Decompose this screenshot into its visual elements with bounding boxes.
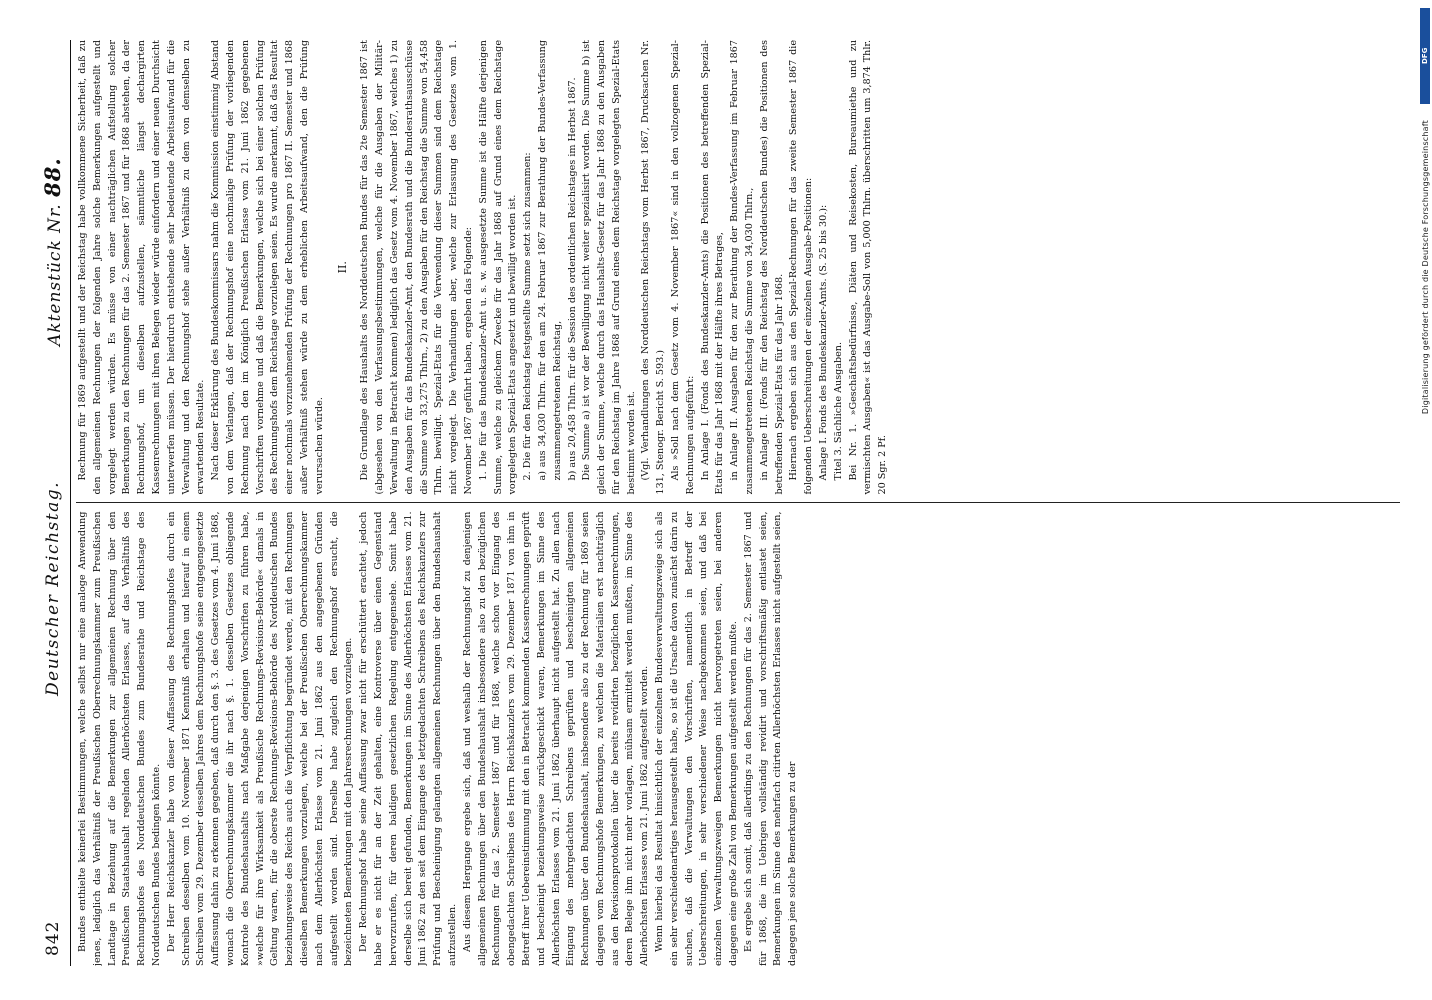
- right-column: [76, 40, 1400, 503]
- paragraph: Titel 3. Sächliche Ausgaben.: [832, 341, 844, 481]
- paragraph: Nach dieser Erklärung des Bundeskommissars nahm die Kommission einstimmig Abstand von dem Verlangen, daß der Rechnungshof eine nochmalige Prüfung der vorliegenden Rechnung nach den im Königlich Preußischen Erlasse vom 21. Juni 1862 gegebenen Vorschriften vornehme und daß die Bemerkungen, welche sich bei einer solchen Prüfung des Rechnungshofs dem Reichstage vorzulegen seien. Es wurde anerkannt, daß das Resultat einer nochmals vorzunehmenden Prüfung der Rechnungen pro 1867 II. Semester und 1868 außer Verhältniß stehen würde zu dem erheblichen Arbeitsaufwand, den die Prüfung verursachen würde.: [210, 40, 325, 495]
- paragraph: Als »Soll nach dem Gesetz vom 4. November 1867« sind in den vollzogenen Spezial-Rechnungen aufgeführt:: [670, 40, 696, 495]
- paragraph: Die Summe a) ist vor der Bewilligung nicht weiter spezialisirt worden. Die Summe b) ist gleich der Summe, welche durch das Haushalts-Gesetz für das Jahr 1868 zu den Ausgaben für den Reichstag im Jahre 1868 auf Grund eines dem Reichstage vorgelegten Spezial-Etats bestimmt worden ist.: [581, 40, 637, 495]
- paragraph: Der Herr Reichskanzler habe von dieser Auffassung des Rechnungshofes durch ein Schreiben desselben vom 10. November 1871 Kenntniß erhalten und hierauf in einem Schreiben vom 29. Dezember desselben Jahres dem Rechnungshofe seine entgegengesetzte Auffassung dahin zu erkennen gegeben, daß durch den §. 3. des Gesetzes vom 4. Juni 1868, wonach die Oberrechnungskammer die ihr nach §. 1. desselben Gesetzes obliegende Kontrole des Bundeshaushalts nach Maßgabe derjenigen Vorschriften zu führen habe, »welche für ihre Wirksamkeit als Preußische Rechnungs-Revisions-Behörde« damals in Geltung waren, für die oberste Rechnungs-Revisions-Behörde des Norddeutschen Bundes beziehungsweise des Reichs auch die Verpflichtung begründet werde, mit den Rechnungen dieselben Bemerkungen vorzulegen, welche bei der Preußischen Oberrechnungskammer nach dem Allerhöchsten Erlasse vom 21. Juni 1862 aus den angegebenen Gründen aufgestellt worden sind. Derselbe habe zugleich den Rechnungshof ersucht, die bezeichneten Bemerkungen mit den Jahresrechnungen vorzulegen.: [165, 511, 355, 966]
- paragraph: Es ergebe sich somit, daß allerdings zu den Rechnungen für das 2. Semester 1867 und für 1868, die im Uebrigen vollständig revidirt und vorschriftsmäßig entlastet seien, Bemerkungen im Sinne des mehrfach citirten Allerhöchsten Erlasses nicht aufgestellt seien, dagegen jene solche Bemerkungen zu der: [742, 511, 799, 966]
- paragraph: Anlage I. Fonds des Bundeskanzler-Amts. (S. 25 bis 30.):: [818, 204, 830, 481]
- scanned-page: [20, 20, 1400, 980]
- document-reference: [36, 157, 72, 346]
- paragraph: Wenn hierbei das Resultat hinsichtlich der einzelnen Bundesverwaltungszweige sich als ein sehr verschiedenartiges herausgestellt habe, so ist die Ursache davon zunächst darin zu suchen, daß die Verwaltungen den Vorschriften, namentlich in Betreff der Ueberschreitungen, in sehr verschiedener Weise nachgekommen seien, und daß bei einzelnen Verwaltungszweigen Bemerkungen nicht hervorgetreten seien, bei anderen dagegen eine große Zahl von Bemerkungen aufgestellt werden mußte.: [654, 511, 740, 966]
- publication-title: Deutscher Reichstag.: [43, 481, 63, 696]
- paragraph: Rechnung für 1869 aufgestellt und der Reichstag habe vollkommene Sicherheit, daß zu den allgemeinen Rechnungen der folgenden Jahre solche Bemerkungen aufgestellt und vorgelegt werden würden. Es müsse von einer nachträglichen Aufstellung solcher Bemerkungen zu den Rechnungen für das 2. Semester 1867 und für 1868 abstehen, da der Rechnungshof, um dieselben aufzustellen, sämmtliche längst dechargirten Kassenrechnungen mit ihren Belegen wieder würde einfordern und einer neuen Durchsicht unterwerfen müssen. Der hierdurch entstehende sehr bedeutende Arbeitsaufwand für die Verwaltung und den Rechnungshof stehe außer Verhältniß zu dem von demselben zu erwartenden Resultate.: [77, 40, 207, 495]
- paragraph: 2. Die für den Reichstag festgestellte Summe setzt sich zusammen:: [522, 152, 534, 481]
- paragraph: 1. Die für das Bundeskanzler-Amt u. s. w. ausgesetzte Summe ist die Hälfte derjenigen Summe, welche zu gleichem Zwecke für das Jahr 1868 auf Grund eines dem Reichstage vorgelegten Spezial-Etats angesetzt und bewilligt worden ist.: [477, 40, 519, 495]
- paragraph: b) aus 20,458 Thlrn. für die Session des ordentlichen Reichstages im Herbst 1867.: [566, 77, 578, 481]
- paragraph: Bundes enthielte keinerlei Bestimmungen, welche selbst nur eine analoge Anwendung jenes, lediglich das Verhältniß der Preußischen Oberrechnungskammer zum Preußischen Landtage in Beziehung auf die Bemerkungen zur allgemeinen Rechnung über den Preußischen Staatshaushalt regelnden Allerhöchsten Erlasses, auf das Verhältniß des Rechnungshofes des Norddeutschen Bundes zum Bundesrathe und Reichstage des Norddeutschen Bundes bedingen könnte.: [77, 511, 162, 966]
- page-header: [36, 40, 71, 966]
- dfg-logo: DFG: [1420, 8, 1430, 104]
- paragraph: Der Rechnungshof habe seine Auffassung zwar nicht für erschüttert erachtet, jedoch habe er es nicht für an der Zeit gehalten, eine Kontroverse über einen Gegenstand hervorzurufen, für deren baldigen gesetzlichen Regelung entgegensehe. Somit habe derselbe sich bereit gefunden, Bemerkungen im Sinne des Allerhöchsten Erlasses vom 21. Juni 1862 zu den seit dem Eingange des letztgedachten Schreibens des Reichskanzlers zur Prüfung und Bescheinigung gelangten allgemeinen Rechnungen über den Bundeshaushalt aufzustellen.: [358, 511, 458, 966]
- paragraph: (Vgl. Verhandlungen des Norddeutschen Reichstags vom Herbst 1867, Drucksachen Nr. 131, Stenogr. Bericht S. 593.): [640, 40, 667, 495]
- paragraph: in Anlage III. (Fonds für den Reichstag des Norddeutschen Bundes) die Positionen des betreffenden Spezial-Etats für das Jahr 1868.: [758, 40, 785, 495]
- digitization-credit: Digitalisierung gefördert durch die Deutsche Forschungsgemeinschaft: [1421, 120, 1430, 415]
- text-columns: [76, 40, 1400, 966]
- paragraph: a) aus 34,030 Thlrn. für den am 24. Februar 1867 zur Berathung der Bundes-Verfassung zusammengetretenen Reichstag,: [536, 40, 563, 481]
- paragraph: II.: [335, 261, 349, 274]
- paragraph: in Anlage II. Ausgaben für den zur Berathung der Bundes-Verfassung im Februar 1867 zusammengetretenen Reichstag die Summe von 34,030 Thlrn.,: [729, 40, 756, 495]
- paragraph: Aus diesem Hergange ergebe sich, daß und weshalb der Rechnungshof zu denjenigen allgemeinen Rechnungen über den Bundeshaushalt insbesondere also zu den bezüglichen Rechnungen für das 2. Semester 1867 und für 1868, welche schon vor Eingang des obengedachten Schreibens des Herrn Reichskanzlers vom 29. Dezember 1871 von ihm in Betreff ihrer Uebereinstimmung mit den in Betracht kommenden Kassenrechnungen geprüft und bescheinigt beziehungsweise zurückgeschickt waren, Bemerkungen im Sinne des Allerhöchsten Erlasses vom 21. Juni 1862 überhaupt nicht aufgestellt hat. Zu allen nach Eingang des mehrgedachten Schreibens geprüften und bescheinigten allgemeinen Rechnungen über den Bundeshaushalt, insbesondere also zu der Rechnung für 1869 seien dagegen vom Rechnungshofe Bemerkungen, zu welchen die Materialien erst nachträglich aus den Revisionsprotokollen über die bereits revidirten bezüglichen Kassenrechnungen, deren Belege ihm nicht mehr vorlagen, mühsam ermittelt werden mußten, im Sinne des Allerhöchsten Erlasses vom 21. Juni 1862 aufgestellt worden.: [461, 511, 651, 966]
- document-reference-label: Aktenstück Nr.: [45, 203, 65, 346]
- left-column: [76, 503, 1400, 967]
- paragraph: In Anlage I. (Fonds des Bundeskanzler-Amts) die Positionen des betreffenden Spezial-Etats für das Jahr 1868 mit der Hälfte ihres Betrages,: [699, 40, 726, 495]
- paragraph: Bei Nr. 1. »Geschäftsbedürfnisse, Diäten und Reisekosten, Bureaumiethe und zu vermischten Ausgaben« ist das Ausgabe-Soll von 5,000 Thlrn. überschritten um 3,874 Thlr. 20 Sgr. 2 Pf.: [847, 40, 889, 495]
- page-number: 842: [43, 920, 63, 956]
- paragraph: Die Grundlage des Haushalts des Norddeutschen Bundes für das 2te Semester 1867 ist (abgesehen von den Verfassungsbestimmungen, welche für die Ausgaben der Militär-Verwaltung in Betracht kommen) lediglich das Gesetz vom 4. November 1867, welches 1) zu den Ausgaben für das Bundeskanzler-Amt, den Bundesrath und die Bundesrathsausschüsse die Summe von 33,275 Thlrn., 2) zu den Ausgaben für den Reichstag die Summe von 54,458 Thlrn. bewilligt. Spezial-Etats für die Verwendung dieser Summen sind dem Reichstage nicht vorgelegt. Die Verhandlungen aber, welche zur Erlassung des Gesetzes vom 1. November 1867 geführt haben, ergeben das Folgende:: [359, 40, 474, 495]
- paragraph: Hiernach ergeben sich aus den Spezial-Rechnungen für das zweite Semester 1867 die folgenden Ueberschreitungen der einzelnen Ausgabe-Positionen:: [788, 40, 815, 495]
- document-number: 88.: [40, 157, 65, 197]
